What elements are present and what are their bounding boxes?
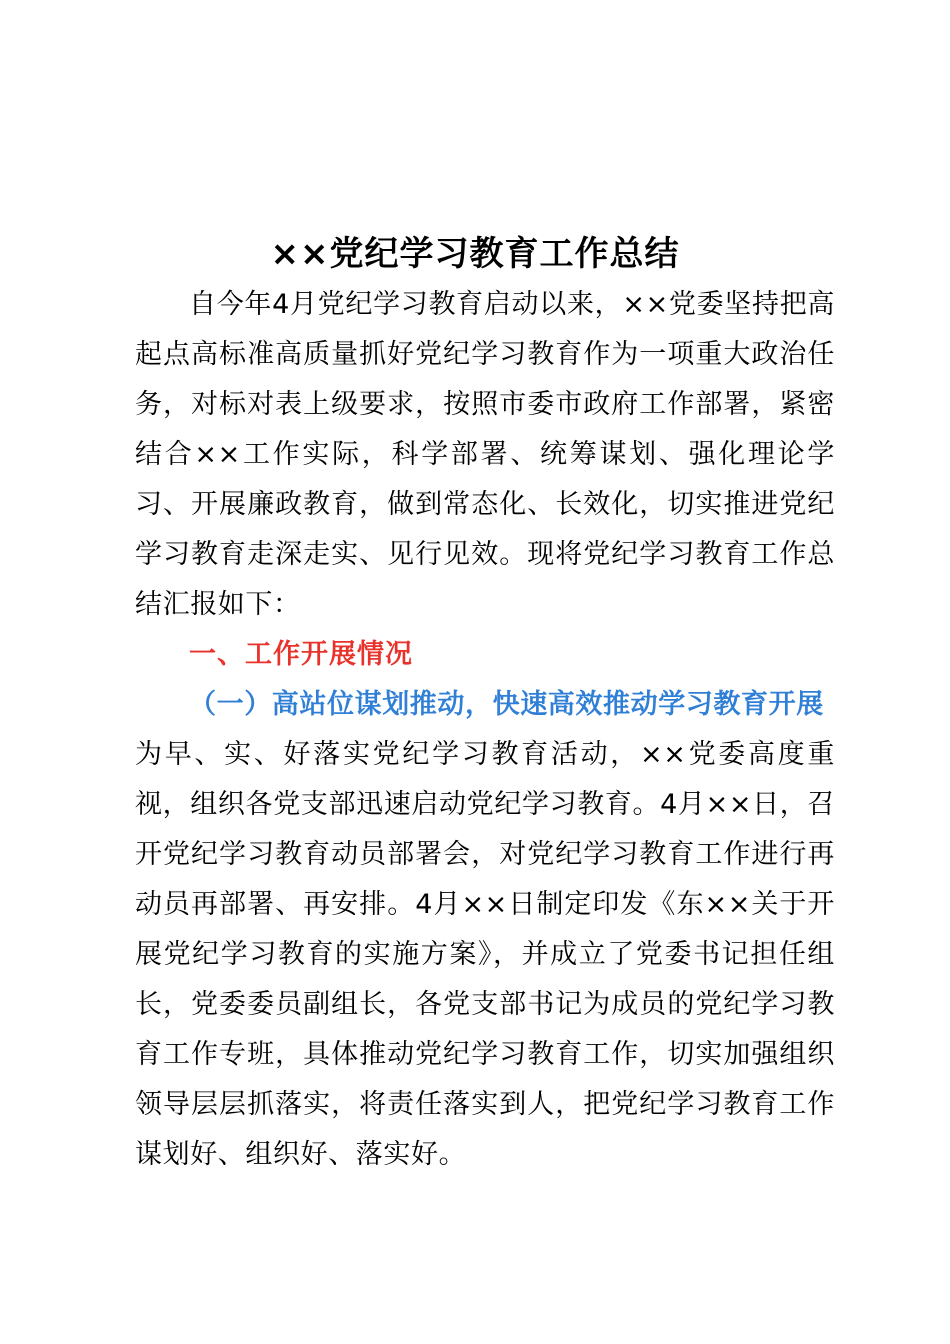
subsection-heading: （一）高站位谋划推动，快速高效推动学习教育开展	[189, 689, 824, 720]
subsection-paragraph: 为早、实、好落实党纪学习教育活动，××党委高度重视，组织各党支部迅速启动党纪学习教育。4月××日，召开党纪学习教育动员部署会，对党纪学习教育工作进行再动员再部署、再安排。4月××日制定印发《东××关于开展党纪学习教育的实施方案》，并成立了党委书记担任组长，党委委员副组长，各党支部书记为成员的党纪学习教育工作专班，具体推动党纪学习教育工作，切实加强组织领导层层抓落实，将责任落实到人，把党纪学习教育工作谋划好、组织好、落实好。	[135, 739, 835, 1170]
document-title: ××党纪学习教育工作总结	[270, 233, 680, 274]
intro-paragraph: 自今年4月党纪学习教育启动以来，××党委坚持把高起点高标准高质量抓好党纪学习教育作为一项重大政治任务，对标对表上级要求，按照市委市政府工作部署，紧密结合××工作实际，科学部署、统筹谋划、强化理论学习、开展廉政教育，做到常态化、长效化，切实推进党纪学习教育走深走实、见行见效。现将党纪学习教育工作总结汇报如下：	[135, 289, 835, 620]
section-heading: 一、工作开展情况	[189, 639, 413, 670]
